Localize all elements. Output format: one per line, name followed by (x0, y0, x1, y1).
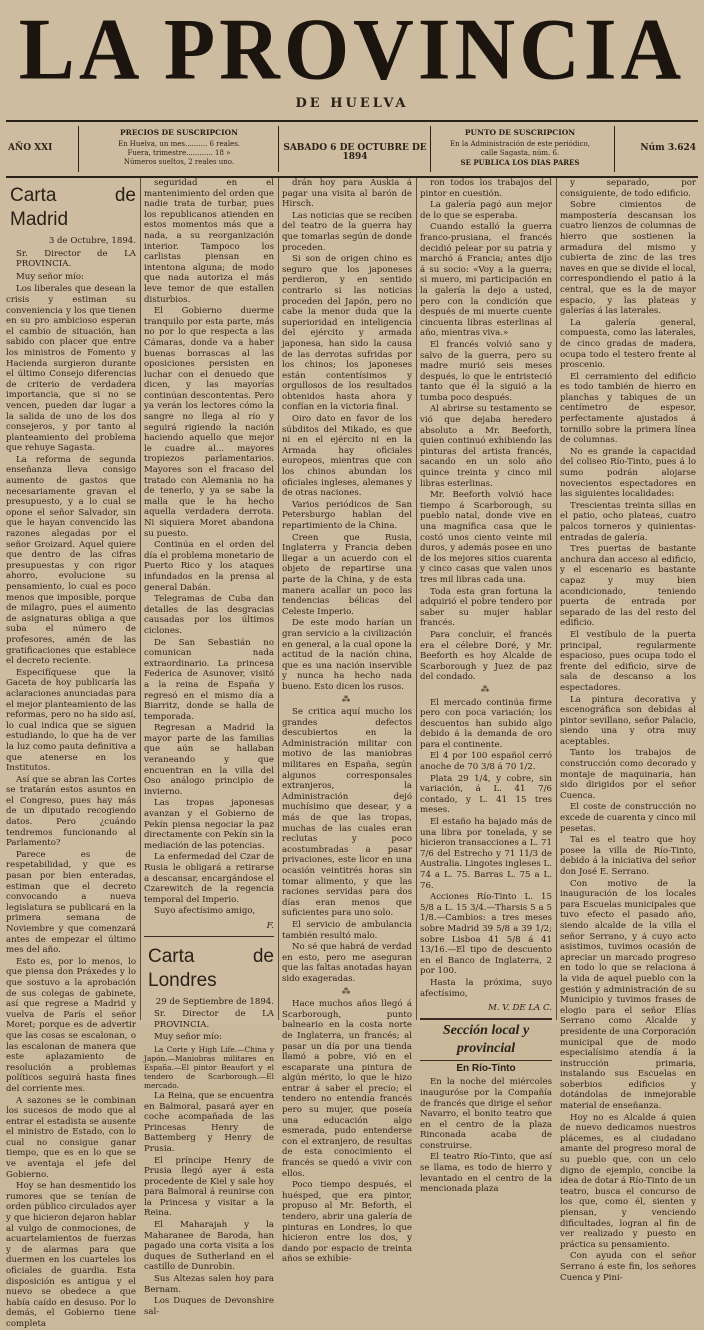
subheading: En Río-Tinto (456, 1062, 516, 1074)
subscription-prices (84, 128, 274, 167)
paragraph: Trescientas treinta sillas en el patio, ocho plateas, cuatro palcos torneros y quinientas-entradas de galería. (560, 500, 696, 543)
paragraph: Los liberales que desean la crisis y estiman su conveniencia y los que tienen en su pro ambicioso esperan el cambio de situación, han sabido con placer que entre los ministros de Fomento y Hacienda surgieron durante el último Consejo diferencias de criterio de verdadera importancia, que si no se vencen, pueden dar lugar a la salida de uno de los dos consejeros, y por tanto al planteamiento del problema que rehuye Sagasta. (6, 284, 136, 454)
paragraph: La reforma de segunda enseñanza lleva consigo aumento de gastos que necesariamente gravan el presupuesto, y a lo cual se opone el señor Salvador, sin que le hayan convencido las razones alegadas por el señor Groizard. Aquel quiere que dentro de las cifras presupuestas y con rigor ahorro, evolucione su pensamiento, lo cual es poco menos que imposible, porque de milagro, pues el aumento de asignaturas obliga a que suba el número de profesores, amén de las gratificaciones que establece el decreto reciente. (6, 454, 136, 667)
paragraph: Las noticias que se reciben del teatro de la guerra hay que tomarlas según de donde proceden. (282, 210, 412, 253)
dateline: 3 de Octubre, 1894. (48, 236, 136, 246)
article-heading-londres: Carta de Londres (148, 945, 274, 991)
price-line: En Huelva, un mes.......... 6 reales. (117, 140, 241, 148)
column-2 (144, 178, 274, 1317)
paragraph: ron todos los trabajos del pintor en cuestión. (420, 178, 552, 199)
paragraph: El mercado continúa firme pero con poca variación; los descuentos han subido algo debido á la demanda de oro para el continente. (420, 697, 552, 750)
paragraph: Tal es el teatro que hoy posee la villa de Río-Tinto, debido á la iniciativa del señor don José E. Serrano. (560, 835, 696, 877)
signoff: M. V. DE LA C. (488, 1003, 552, 1014)
column-1 (6, 178, 136, 1329)
paragraph: Hace muchos años llegó á Scarborough, punto balneario en la costa norte de Inglaterra, un francés; al pasar un día por una tienda llamó a pobre, vió en el escaparate una pintura de algún mérito, lo que le hizo entrar á saber el precio; el tendero no entendía francés pero su mujer, que poseía una educación algo esmerada, pudo entenderse con el extranjero, de resultas de esta conocimiento el francés se quedó a vivir con ellos. (282, 999, 412, 1179)
paragraph: La Reina, que se encuentra en Balmoral, pasará ayer en coche acompañada de las Princesas Henry de Battemberg y Henry de Prusia. (144, 1090, 274, 1154)
salutation: Sr. Director de LA PROVINCIA. (16, 248, 136, 270)
paragraph: Cuando estalló la guerra franco-prusiana, el francés decidió pelear por su patria y marchó á Francia; antes dijo á su socio: «Voy a la guerra; si muero, mi participación en la galería la dejo a usted, pero con la condición que después de mi muerte cuente cincuenta libras esterlinas al año, mientras viva.» (420, 222, 552, 339)
divider (78, 126, 79, 172)
paragraph: Mr. Beeforth volvió hace tiempo á Scarborough, su pueblo natal, donde vive en una magnífica casa que le costó unos ciento veinte mil duros, y además posee en uno de los mejores sitios cuarenta y cinco casas que valen unos tres mil libras cada una. (420, 490, 552, 585)
paragraph: Así que se abran las Cortes se tratarán estos asuntos en el Congreso, pues hay más de un diputado recogiendo datos. Pero ¿cuándo tendremos funcionando al Parlamento? (6, 774, 136, 849)
paragraph: El teatro Río-Tinto, que así se llama, es todo de hierro y levantado en el centro de la mencionada plaza (420, 1152, 552, 1195)
prices-header: PRECIOS DE SUSCRIPCION (119, 128, 239, 137)
paragraph: El 4 por 100 español cerró anoche de 70 3/8 á 70 1/2. (420, 751, 552, 773)
paragraph: De San Sebastián no comunican nada extraordinario. La princesa Federica de Asunover, visitó a la reina de España y regresó en el mismo día a Biarritz, donde se halla de temporada. (144, 637, 274, 722)
paragraph: La pintura decorativa y escenográfica son debidas al pintor sevillano, señor Palacio, siendo una y otra muy aceptables. (560, 694, 696, 747)
paragraph: El servicio de ambulancia también resultó malo. (282, 919, 412, 941)
masthead (0, 0, 704, 118)
punto-line: calle Sagasta, núm. 6. (480, 149, 560, 157)
salutation: Muy señor mío: (154, 1032, 222, 1043)
dateline: 29 de Septiembre de 1894. (155, 996, 274, 1007)
paragraph: Creen que Rusia, Inglaterra y Francia deben llegar a un acuerdo con el objeto de repartirse una parte de la China, y de esta manera acallar un poco las tendencias bélicas del Celeste Imperio. (282, 532, 412, 617)
column-3 (282, 178, 412, 1265)
price-line: Fuera, trimestre............ 18 » (127, 149, 231, 157)
paragraph: Sobre cimientos de mampostería descansan los cuatro lienzos de columnas de hierro que sostienen la armadura del mismo y cubierta de zinc de las tres naves en que se divide el local, correspondiendo el patio á la central, que es la de mayor espacio, y las plateas y galerías á las laterales. (560, 200, 696, 317)
paragraph: Esto es, por lo menos, lo que piensa don Práxedes y lo que sostuvo a la aprobación de sus colegas de gabinete, así que regrese a Madrid y vuelva de París el señor Moret; porque es de advertir que las cosas se escalonan, o las escalonan de manera que este aplazamiento de resolución a problemas políticos seguirá hasta fines del corriente mes. (6, 956, 136, 1094)
punto-line: SE PUBLICA LOS DIAS PARES (460, 158, 580, 167)
paragraph: Suyo afectísimo amigo, (154, 906, 256, 917)
paragraph: Sus Altezas salen hoy para Bernam. (144, 1274, 274, 1295)
paragraph: drán hoy para Auskia á pagar una visita al barón de Hirsch. (282, 178, 412, 210)
info-strip (6, 120, 698, 178)
paragraph: El vestíbulo de la puerta principal, regularmente espacioso, pues ocupa todo el frente del edificio, sirve de sala de descanso a los espectadores. (560, 629, 696, 693)
paragraph: Poco tiempo después, el huésped, que era pintor, propuso al Mr. Beforth, el tendero, abrir una galería de pinturas en Londres, lo que hicieron entre los dos, y dando por espacio de treinta años se exhibie- (282, 1180, 412, 1265)
paragraph: El Maharajah y la Maharanee de Baroda, han pagado una corta visita a los duques de Sutherland en el castillo de Dunrobin. (144, 1220, 274, 1273)
paragraph: Los Duques de Devonshire sal- (144, 1296, 274, 1317)
paragraph: La enfermedad del Czar de Rusia le obligará a retirarse a descansar, encargándose el Czarewitch de la regencia temporal del Imperio. (144, 852, 274, 905)
paragraph: No sé que habrá de verdad en esto, pero me aseguran que las faltas anotadas hayan sido exageradas. (282, 942, 412, 984)
paragraph: La galería general, compuesta, como las laterales, de cinco gradas de madera, ocupa todo el testero frente al proscenio. (560, 317, 696, 371)
year-label: AÑO XXI (8, 143, 53, 153)
paragraph: La galería pagó aun mejor de lo que se esperaba. (420, 200, 552, 221)
paragraph: El francés volvió sano y salvo de la guerra, pero su madre murió seis meses después, lo que le entristeció tanto que él la siguió a la tumba poco después. (420, 339, 552, 403)
subscription-point (430, 128, 610, 167)
paragraph: El Gobierno duerme tranquilo por esta parte, más no por lo que respecta a las Cámaras, donde va a haber buenas borrascas al las oposiciones persisten en luchar con el denuedo que dicen, y las mayorías continúan descontentas. Pero ya verán los lectores cómo la sangre no llega al río y seguirá rigiendo la nación haciendo aquello que mejor le cuadre al... mayores tropiezos parlamentarios. Mayores son el fracaso del tratado con Alemania no ha de tenerlo, y ya se sabe la malla que le ha hecho aquella verdadera derrota. Ni siquiera Moret abandona su puesto. (144, 306, 274, 539)
paragraph: Toda esta gran fortuna la adquirió el pobre tendero por saber su mujer hablar francés. (420, 586, 552, 629)
column-rule (556, 178, 557, 1020)
paragraph: Con ayuda con el señor Serrano á este fin, los señores Cuenca y Pini- (560, 1251, 696, 1283)
paragraph: Se critica aquí mucho los grandes defectos descubiertos en la Administración militar con motivo de las maniobras militares en España, según algunos corresponsales extranjeros, la Administración dejó muchísimo que desear, y a más de que las tropas, muchas de las cuales eran reclutas y poco acostumbradas a pasar privaciones, este licor en una ocasión veintitrés horas sin tomar alimento, y que las raciones servidas para dos días eran menos que suficientes para uno solo. (282, 707, 412, 919)
paragraph: Regresan a Madrid la mayor parte de las familias que aún se hallaban veraneando y que encuentran en la villa del Oso análogo principio de invierno. (144, 723, 274, 797)
paragraph: Al abrirse su testamento se vió que dejaba heredero absoluto a Mr. Beeforth, quien continuó exhibiendo las pinturas del artista francés, sacando en un solo año quince treinta y cinco mil libras esterlinas. (420, 404, 552, 489)
signoff: F. (266, 920, 274, 931)
paragraph: y separado, por consiguiente, de todo edificio. (560, 178, 696, 199)
newspaper-title: LA PROVINCIA (18, 0, 686, 99)
paragraph: Para concluir, el francés era el célebre Doré, y Mr. Beeforth es hoy Alcalde de Scarborough y Juez de paz del condado. (420, 629, 552, 683)
paragraph: Hoy no es Alcalde á quien de nuevo dedicamos nuestros plácemes, es al ciudadano amante del progreso moral de su pueblo que, con un celo digno de ejemplo, concibe la idea de dotar á Río-Tinto de un teatro, busca el concurso de los que, como él, sienten y piensan, y venciendo dificultades, logran al fin de ver realizado y puesto en práctica su pensamiento. (560, 1112, 696, 1250)
paragraph: Las tropas japonesas avanzan y el Gobierno de Pekín piensa negociar la paz directamente con Pekín sin la mediación de las potencias. (144, 798, 274, 851)
salutation: Muy señor mío: (16, 271, 84, 282)
paragraph: Si son de origen chino es seguro que los japoneses perdieron, y en sentido contrario si las noticias proceden del Japón, pero no cabe la menor duda que la superioridad en inteligencia del ejército y armada japonesa, han sido la causa de las derrotas sufridas por los chinos; los japoneses están contentísimos y orgullosos de los resultados obtenidos hasta ahora y confían en la victoria final. (282, 254, 412, 413)
newspaper-subtitle: DE HUELVA (295, 96, 409, 111)
paragraph: Continúa en el orden del día el problema monetario de Puerto Rico y los ataques infundados en la prensa al general Dabán. (144, 540, 274, 593)
paragraph: Plata 29 1/4, y cobre, sin variación, á L. 41 7/6 contado, y L. 41 15 tres meses. (420, 773, 552, 816)
body-columns (6, 178, 698, 1329)
summary: La Corte y High Life.—China y Japón.—Maniobras militares en España.—El pintor Beaufort y el tendero de Scarborough.—El mercado. (144, 1044, 274, 1090)
paragraph: Varios periódicos de San Petersburgo hablan del repartimiento de la China. (282, 499, 412, 531)
divider (278, 126, 279, 172)
paragraph: De este modo harían un gran servicio a la civilización en general, a la cual opone la actitud de la nación china, que es una nación inservible y nunca ha hecho nada bueno. Esto dicen los rusos. (282, 618, 412, 692)
paragraph: seguridad en el mantenimiento del orden que nadie trata de turbar, pues los republicanos atienden en estos momentos más que a nada, a su reorganización interior. Tampoco los carlistas piensan en intentona alguna; de modo que nada autoriza el más leve temor de que estallen disturbios. (144, 178, 274, 305)
separator (144, 936, 274, 937)
paragraph: Especifíquese que la Gaceta de hoy publicaría las aclaraciones anunciadas para el mejor planteamiento de las reformas, pero no ha sido así, lo cual indica que se siguen estudiando, lo que ha de ver la luz como pauta definitiva a que atenerse en los Institutos. (6, 667, 136, 774)
paragraph: Hasta la próxima, suyo afectísimo, (420, 977, 552, 999)
paragraph: El estaño ha bajado más de una libra por tonelada, y se hicieron transacciones a L. 71 7/6 del Estrecho y 71 11/3 de Australia. Lingotes ingleses L. 74 a L. 75. Barras L. 75 a L. 76. (420, 817, 552, 891)
price-line: Números sueltos, 2 reales uno. (123, 158, 235, 166)
issue-date: SABADO 6 DE OCTUBRE DE 1894 (283, 143, 427, 162)
column-rule (140, 178, 141, 1020)
paragraph: No es grande la capacidad del coliseo Río-Tinto, pues á lo sumo podrán alojarse novecientos espectadores en las siguientes localidades: (560, 446, 696, 500)
paragraph: El cerramiento del edificio es todo también de hierro en planchas y tabiques de un centímetro de espesor, perfectamente ajustados á tornillo sobre la primera línea de columnas. (560, 371, 696, 446)
issue-number: Núm 3.624 (640, 143, 696, 153)
paragraph: Acciones Río-Tinto L. 15 5/8 a L. 15 3/4.—Tharsis 5 a 5 1/8.—Cambios: a tres meses sobre Madrid 39 5/8 a 39 1/2; sobre Lisboa 41 5/8 á 41 13/16.—El tipo de descuento en el Banco de Inglaterra, 2 por 100. (420, 892, 552, 977)
column-rule (416, 178, 417, 1020)
paragraph: El príncipe Henry de Prusia llegó ayer á esta procedente de Kiel y sale hoy para Balmoral á reunirse con la Princesa y visitar a la Reina. (144, 1155, 274, 1219)
salutation: Sr. Director de LA PROVINCIA. (154, 1009, 274, 1030)
section-ornament: ⁂ (341, 694, 353, 705)
paragraph: Tres puertas de bastante anchura dan acceso al edificio, y el escenario es bastante capaz y muy bien acondicionado, teniendo puerta de entrada por separado de las del resto del edificio. (560, 544, 696, 629)
section-heading: Sección local y provincial (420, 1018, 552, 1061)
punto-header: PUNTO DE SUSCRIPCION (464, 128, 576, 137)
paragraph: El coste de construcción no excede de cuarenta y cinco mil pesetas. (560, 802, 696, 834)
paragraph: A sazones se le combinan los sucesos de modo que al entrar el estadista se ausente el ministro de Estado, con lo cual no consigue ganar tiempo, que es en lo que se ve aventaja el jefe del Gobierno. (6, 1095, 136, 1180)
paragraph: Con motivo de la inauguración de los locales para Escuelas municipales que tuvo efecto el pasado año, siendo alcalde de la villa el señor Serrano, y á cuyo acto asistimos, tuvimos ocasión de apreciar un marcado progreso en todo lo que se relaciona á la vida de aquel pueblo con la gestión y administración de su Municipio y tuvimos frases de elogio para el señor Elías Serrano como Alcalde y presidente de una Corporación municipal que de modo especialísimo atendía á la instrucción primaria, instalando sus Escuelas en soberbios edificios y dotándolas de inmejorable material de enseñanza. (560, 878, 696, 1112)
paragraph: En la noche del miércoles inauguróse por la Compañía de francés que dirige el señor Navarro, el bonito teatro que en el centro de la plaza Rinconada acaba de construirse. (420, 1077, 552, 1151)
divider (614, 126, 615, 172)
article-heading-madrid: Carta de Madrid (10, 185, 136, 230)
column-5 (560, 178, 696, 1283)
section-ornament: ⁂ (480, 684, 492, 695)
paragraph: Telegramas de Cuba dan detalles de las desgracias causadas por los últimos ciclones. (144, 594, 274, 636)
column-4 (420, 178, 552, 1195)
paragraph: Hoy se han desmentido los rumores que se tenían de orden público circulados ayer y que hicieron dejaron hablar al vulgo de conmociones, de acuartelamientos de fuerzas y de alarmas para que duermen en los cuarteles los oficiales de guardia. Esta disposición es antigua y el nuevo se obedece a que había caído en desuso. Por lo demás, el Gobierno tiene completa (6, 1181, 136, 1329)
paragraph: Oiro dato en favor de los súbditos del Mikado, es que ni en el ejército ni en la Armada hay oficiales europeos, mientras que con los chinos abundan los oficiales ingleses, alemanes y de otras naciones. (282, 414, 412, 499)
paragraph: Parece es de respetabilidad, y que es pasan por bien enteradas, estiman que el decreto convocando a nueva legislatura se publicará en la primera semana de Noviembre y que comenzará antes de empezar el último mes del año. (6, 849, 136, 956)
punto-line: En la Administración de este periódico, (450, 140, 590, 148)
column-rule (278, 178, 279, 1020)
paragraph: Tanto los trabajos de construcción como decorado y montaje de maquinaria, han sido dirigidos por el señor Cuenca. (560, 748, 696, 801)
section-ornament: ⁂ (341, 986, 353, 997)
